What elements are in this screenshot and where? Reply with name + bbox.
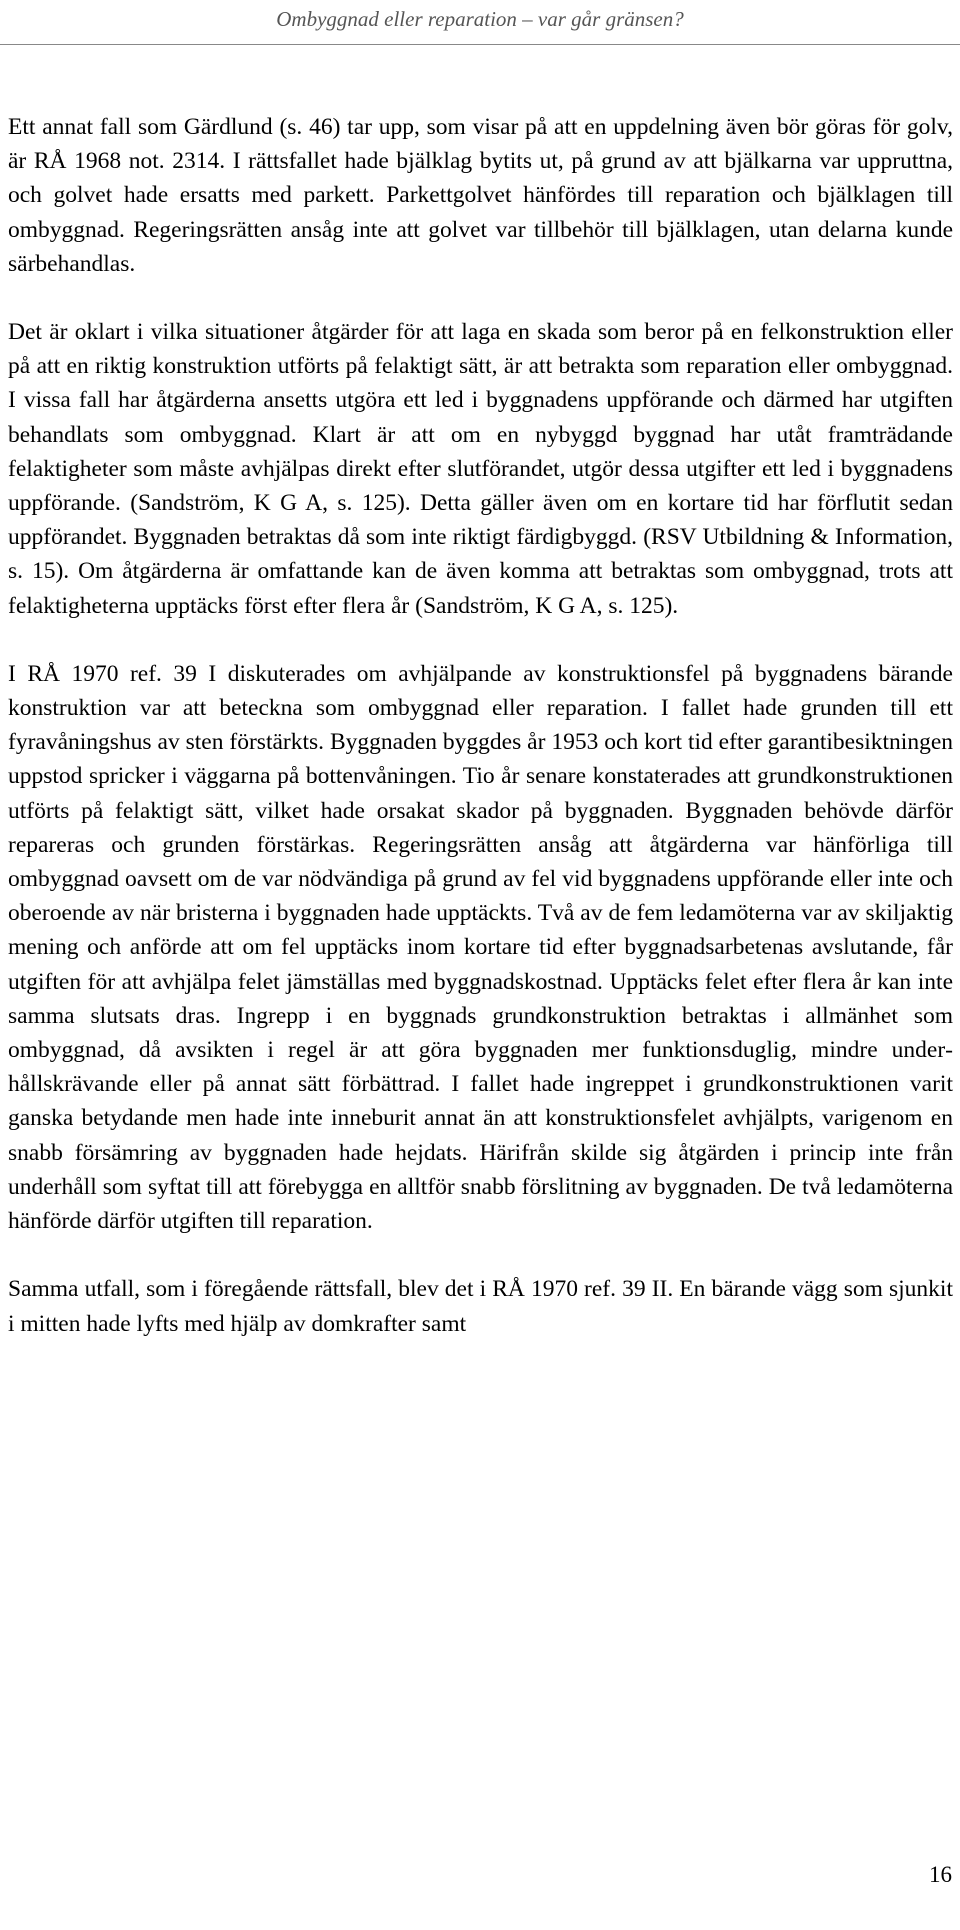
paragraph-2: Det är oklart i vilka situationer åtgärder för att laga en skada som beror på en felkonstruktion eller på att en riktig konstruktion utförts på felaktigt sätt, är att betrakta som reparation eller ombyggnad. I vissa fall har åtgärderna ansetts utgöra ett led i byggnadens uppförande och därmed har utgiften behandlats som ombyggnad. Klart är att om en nybyggd byggnad har utåt framträdande felaktigheter som måste avhjälpas direkt efter slutförandet, utgör dessa utgifter ett led i byggnadens uppförande. (Sandström, K G A, s. 125). Detta gäller även om en kortare tid har förflutit sedan uppförandet. Byggnaden betraktas då som inte riktigt färdigbyggd. (RSV Utbildning & Information, s. 15). Om åtgärderna är omfattande kan de även komma att betraktas som ombyggnad, trots att felaktigheterna upptäcks först efter flera år (Sandström, K G A, s. 125). — [8, 319, 953, 619]
paragraph-1: Ett annat fall som Gärdlund (s. 46) tar upp, som visar på att en uppdelning även bör göras för golv, är RÅ 1968 not. 2314. I rättsfallet hade bjälklag bytits ut, på grund av att bjälkarna var uppruttna, och golvet hade ersatts med parkett. Parkettgolvet hänfördes till reparation och bjälklagen till ombyggnad. Regeringsrätten ansåg inte att golvet var tillbehör till bjälklagen, utan delarna kunde särbehandlas. — [8, 114, 953, 277]
running-header: Ombyggnad eller reparation – var går gränsen? — [276, 7, 684, 31]
body-text — [8, 110, 953, 1375]
paragraph-4: Samma utfall, som i föregående rättsfall, blev det i RÅ 1970 ref. 39 II. En bärande vägg som sjunkit i mitten hade lyfts med hjälp av domkrafter samt — [8, 1276, 953, 1337]
page-number: 16 — [929, 1862, 952, 1887]
header-divider — [0, 44, 960, 45]
paragraph-3: I RÅ 1970 ref. 39 I diskuterades om avhjälpande av konstruktionsfel på byggnadens bärande konstruktion var att beteckna som ombyggnad eller reparation. I fallet hade grunden till ett fyravåningshus av sten förstärkts. Byggnaden byggdes år 1953 och kort tid efter garantibesiktningen uppstod spricker i väggarna på bottenvåningen. Tio år senare konstaterades att grundkonstruktionen utförts på felaktigt sätt, vilket hade orsakat skador på byggnaden. Byggnaden behövde därför repareras och grunden förstärkas. Regeringsrätten ansåg att åtgärderna var hänförliga till ombyggnad oavsett om de var nödvändiga på grund av fel vid byggnadens uppförande eller inte och oberoende av när bristerna i byggnaden hade upptäckts. Två av de fem ledamöterna var av skiljaktig mening och anförde att om fel upptäcks inom kortare tid efter byggnadsarbetenas avslutande, får utgiften för att avhjälpa felet jämställas med byggnadskostnad. Upptäcks felet efter flera år kan inte samma slutsats dras. Ingrepp i en byggnads grundkonstruktion betraktas i allmänhet som ombyggnad, då avsikten i regel är att göra byggnaden mer funktionsduglig, mindre underhållskrävande eller på annat sätt förbättrad. I fallet hade ingreppet i grundkonstruktionen varit ganska betydande men hade inte inneburit annat än att konstruktionsfelet avhjälpts, varigenom en snabb försämring av byggnaden hade hejdats. Härifrån skilde sig åtgärden i princip inte från underhåll som syftat till att förebygga en alltför snabb förslitning av byggnaden. De två ledamöterna hänförde därför utgiften till reparation. — [8, 660, 953, 1235]
